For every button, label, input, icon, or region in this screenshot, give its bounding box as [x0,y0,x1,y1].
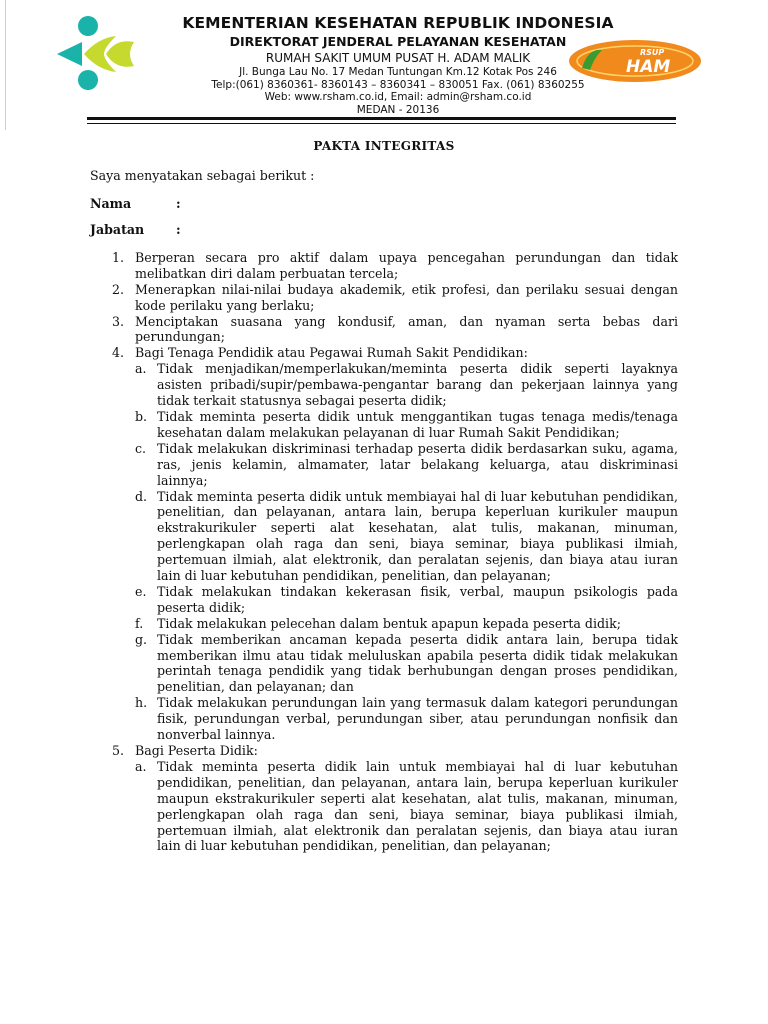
sub-item-letter: a. [135,361,147,377]
list-item [90,345,678,743]
sub-item-text: Tidak melakukan diskriminasi terhadap peserta didik berdasarkan suku, agama, ras, jenis kelamin, almamater, latar belakang keluarga, atau diskriminasi lainnya; [157,440,678,488]
sub-item [135,759,678,854]
svg-text:RSUP: RSUP [640,48,665,57]
svg-text:HAM: HAM [626,57,671,77]
item-text: Bagi Peserta Didik: [135,743,258,758]
letterhead-divider-thin [87,123,676,124]
sub-item-text: Tidak melakukan pelecehan dalam bentuk apapun kepada peserta didik; [157,615,621,631]
document-body [90,168,678,854]
list-item [90,743,678,854]
sub-item-letter: f. [135,615,144,631]
item-number: 5. [112,743,125,758]
statement-list [90,250,678,854]
hospital-web: Web: www.rsham.co.id, Email: admin@rsham.co.id [264,91,532,103]
kementerian-kesehatan-logo [54,14,140,94]
sub-item-text: Tidak menjadikan/memperlakukan/meminta peserta didik seperti layaknya asisten pribadi/supir/pembawa-pengantar barang dan pekerjaan lainnya yang tidak terkait statusnya sebagai peserta didik; [157,361,678,409]
field-label: Nama [90,195,132,211]
sub-item-letter: e. [135,583,147,599]
field-label: Jabatan [90,221,145,237]
sub-item-letter: d. [135,488,148,504]
sub-item-letter: g. [135,631,148,647]
hospital-city: MEDAN - 20136 [356,103,440,116]
sub-item-letter: h. [135,695,148,711]
letterhead-divider [87,117,676,120]
ministry-name: KEMENTERIAN KESEHATAN REPUBLIK INDONESIA [182,14,614,32]
sub-item-text: Tidak meminta peserta didik lain untuk membiayai hal di luar kebutuhan pendidikan, penelitian, dan pelayanan, antara lain, berupa keperluan kurikuler maupun ekstrakurikuler seperti alat kesehatan, alat tulis, makanan, minuman, perlengkapan olah raga dan seni, biaya seminar, biaya publikasi ilmiah, pertemuan ilmiah, alat elektronik dan peralatan sejenis, dan biaya atau iuran lain di luar kebutuhan pendidikan, penelitian, dan pelayanan; [157,758,678,854]
name-field [90,196,678,222]
position-field [90,222,678,248]
sub-item-text: Tidak meminta peserta didik untuk menggantikan tugas tenaga medis/tenaga kesehatan dalam melakukan pelayanan di luar Rumah Sakit Pendidikan; [157,408,678,440]
sub-item-text: Tidak melakukan perundungan lain yang termasuk dalam kategori perundungan fisik, perundungan verbal, perundungan siber, atau perundungan nonfisik dan nonverbal lainnya. [157,695,678,743]
item-number: 1. [112,249,125,265]
item-text: Bagi Tenaga Pendidik atau Pegawai Rumah Sakit Pendidikan: [135,345,528,361]
document-title: PAKTA INTEGRITAS [313,139,455,153]
field-separator: : [176,221,181,237]
sub-item [135,616,678,632]
item-number: 4. [112,345,125,361]
sub-item [135,409,678,441]
hospital-address: Jl. Bunga Lau No. 17 Medan Tuntungan Km.12 Kotak Pos 246 [239,66,557,78]
list-item [90,250,678,282]
intro-text: Saya menyatakan sebagai berikut : [90,168,315,183]
sub-item-letter: b. [135,408,148,424]
directorate-name: DIREKTORAT JENDERAL PELAYANAN KESEHATAN [229,34,567,49]
sub-item [135,695,678,743]
sub-item-letter: a. [135,758,147,774]
page-edge-line [5,0,6,130]
item-text: Menciptakan suasana yang kondusif, aman, dan nyaman serta bebas dari perundungan; [135,313,678,345]
item-text: Menerapkan nilai-nilai budaya akademik, etik profesi, dan perilaku sesuai dengan kode perilaku yang berlaku; [135,281,678,313]
field-separator: : [176,195,181,211]
rsup-ham-logo [568,38,703,84]
sub-item-text: Tidak memberikan ancaman kepada peserta didik antara lain, berupa tidak memberikan ilmu atau tidak meluluskan apabila peserta didik tidak melakukan perintah tenaga pendidik yang tidak berhubungan dengan proses pendidikan, penelitian, dan pelayanan; dan [157,631,678,695]
list-item [90,314,678,346]
list-item [90,282,678,314]
sub-item [135,489,678,584]
item-text: Berperan secara pro aktif dalam upaya pencegahan perundungan dan tidak melibatkan diri dalam perbuatan tercela; [135,249,678,281]
sub-item [135,632,678,696]
hospital-name: RUMAH SAKIT UMUM PUSAT H. ADAM MALIK [265,51,531,65]
item-number: 2. [112,281,125,297]
sub-item [135,441,678,489]
sub-item-text: Tidak meminta peserta didik untuk membiayai hal di luar kebutuhan pendidikan, penelitian, dan pelayanan, antara lain, berupa keperluan kurikuler maupun ekstrakurikuler seperti alat kesehatan, alat tulis, makanan, minuman, perlengkapan olah raga dan seni, biaya seminar, biaya publikasi ilmiah, pertemuan ilmiah, alat elektronik, dan peralatan sejenis, dan biaya atau iuran lain di luar kebutuhan pendidikan, penelitian, dan pelayanan; [157,488,678,584]
hospital-phone: Telp:(061) 8360361- 8360143 – 8360341 – 830051 Fax. (061) 8360255 [211,78,585,91]
sub-item [135,584,678,616]
item-number: 3. [112,313,125,329]
sub-item-letter: c. [135,440,147,456]
sub-item-text: Tidak melakukan tindakan kekerasan fisik, verbal, maupun psikologis pada peserta didik; [157,583,678,615]
sub-item [135,361,678,409]
